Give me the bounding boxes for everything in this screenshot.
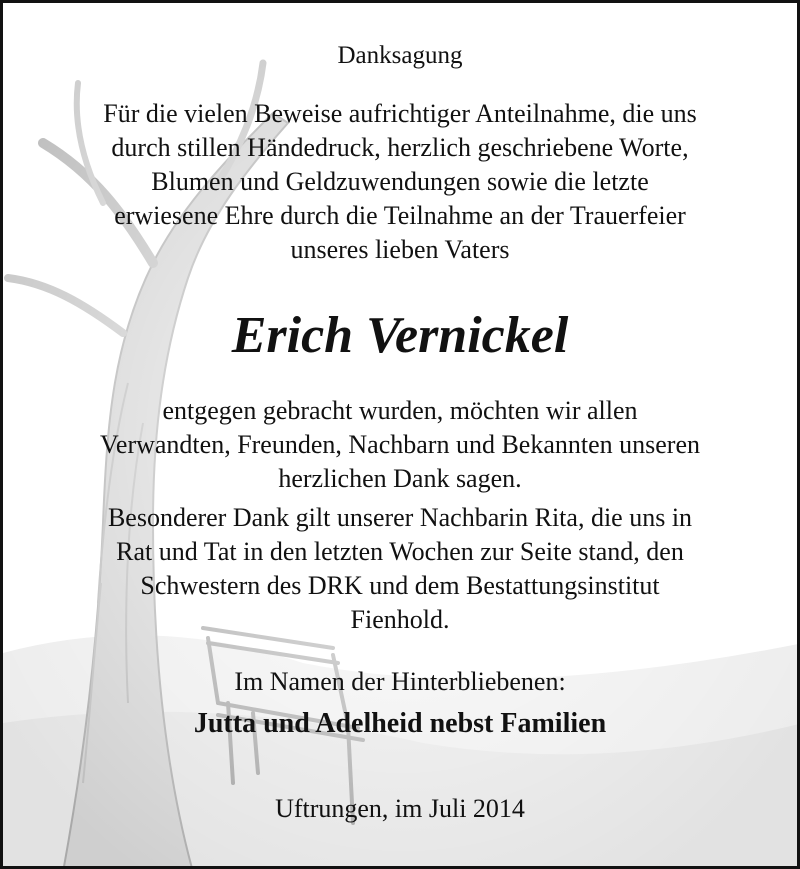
gratitude-paragraph [3, 97, 797, 267]
special-thanks-paragraph [3, 501, 797, 637]
text-line: Für die vielen Beweise aufrichtiger Anteilnahme, die uns [103, 99, 697, 128]
text-line: Besonderer Dank gilt unserer Nachbarin Rita, die uns in [107, 503, 693, 532]
deceased-name: Erich Vernickel [231, 307, 569, 364]
notice-heading: Danksagung [337, 42, 463, 69]
text-line: Verwandten, Freunden, Nachbarn und Bekannten unseren [100, 430, 700, 459]
place-and-date: Uftrungen, im Juli 2014 [275, 794, 525, 823]
family-names: Jutta und Adelheid nebst Familien [193, 708, 607, 739]
thanks-paragraph [3, 394, 797, 496]
text-line: erwiesene Ehre durch die Teilnahme an der Trauerfeier [114, 201, 686, 230]
text-line: durch stillen Händedruck, herzlich geschriebene Worte, [111, 133, 689, 162]
text-line: herzlichen Dank sagen. [278, 464, 522, 493]
text-line: Rat und Tat in den letzten Wochen zur Seite stand, den [116, 537, 684, 566]
signoff-line: Im Namen der Hinterbliebenen: [234, 667, 566, 696]
text-line: Blumen und Geldzuwendungen sowie die letzte [151, 167, 649, 196]
text-line: Schwestern des DRK und dem Bestattungsinstitut [140, 571, 660, 600]
text-line: entgegen gebracht wurden, möchten wir allen [162, 396, 638, 425]
text-line: Fienhold. [350, 605, 450, 634]
text-line: unseres lieben Vaters [290, 235, 510, 264]
